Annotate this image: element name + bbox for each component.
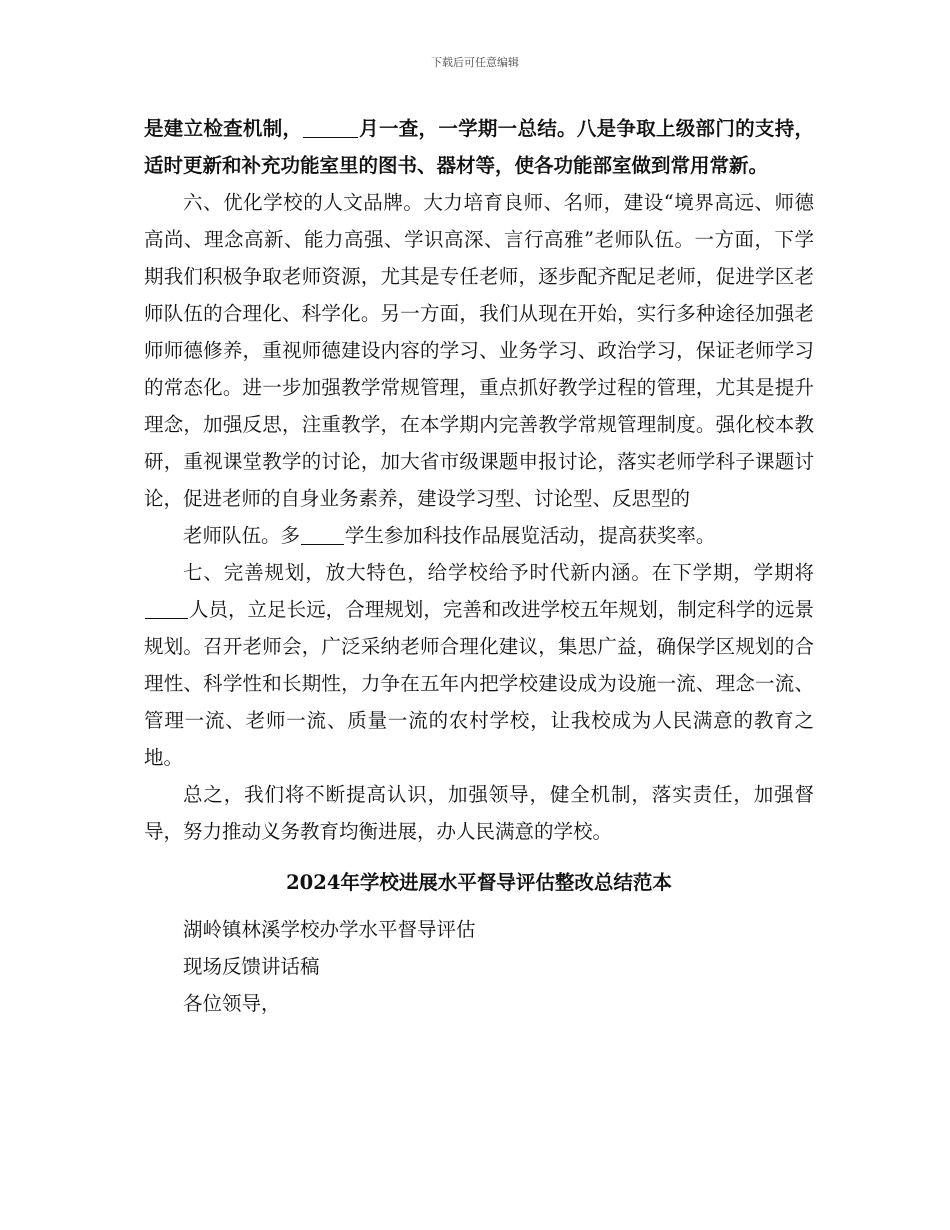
paragraph-4: [144, 554, 814, 776]
fill-in-blank: [301, 525, 344, 546]
paragraph-3: [144, 517, 814, 554]
section-title: 2024年学校进展水平督导评估整改总结范本: [286, 871, 672, 894]
line-3: 各位领导，: [183, 992, 281, 1015]
fill-in-blank: [303, 118, 358, 139]
paragraph-3-part-b: 学生参加科技作品展览活动，提高获奖率。: [344, 524, 716, 547]
paragraph-4-part-a: 七、完善规划，放大特色，给学校给予时代新内涵。在下学期，学期将: [183, 561, 814, 584]
paragraph-1-part-a: 是建立检查机制，: [144, 117, 303, 140]
paragraph-3-part-a: 老师队伍。多: [183, 524, 301, 547]
header-note: 下载后可任意编辑: [431, 56, 519, 69]
line-1: 湖岭镇林溪学校办学水平督导评估: [183, 918, 476, 941]
line-2: 现场反馈讲话稿: [183, 955, 320, 978]
fill-in-blank: [145, 599, 188, 620]
document-body: [144, 110, 814, 1022]
paragraph-1-part-b: 月一查，一学期一总结。八是争取上级部门的支持，适时更新和补充功能室里的图书、器材等，使各功能部室做到常用常新。: [144, 117, 814, 177]
paragraph-2: 六、优化学校的人文品牌。大力培育良师、名师，建设“境界高远、师德高尚、理念高新、能力高强、学识高深、言行高雅”老师队伍。一方面，下学期我们积极争取老师资源，尤其是专任老师，逐步配齐配足老师，促进学区老师队伍的合理化、科学化。另一方面，我们从现在开始，实行多种途径加强老师师德修养，重视师德建设内容的学习、业务学习、政治学习，保证老师学习的常态化。进一步加强教学常规管理，重点抓好教学过程的管理，尤其是提升理念，加强反思，注重教学，在本学期内完善教学常规管理制度。强化校本教研，重视课堂教学的讨论，加大省市级课题申报讨论，落实老师学科子课题讨论，促进老师的自身业务素养，建设学习型、讨论型、反思型的: [144, 191, 814, 510]
paragraph-4-part-b: 人员，立足长远，合理规划，完善和改进学校五年规划，制定科学的远景规划。召开老师会，广泛采纳老师合理化建议，集思广益，确保学区规划的合理性、科学性和长期性，力争在五年内把学校建设成为设施一流、理念一流、管理一流、老师一流、质量一流的农村学校，让我校成为人民满意的教育之地。: [144, 598, 814, 769]
paragraph-1: [144, 110, 814, 184]
paragraph-5: 总之，我们将不断提高认识，加强领导，健全机制，落实责任，加强督导，努力推动义务教育均衡进展，办人民满意的学校。: [144, 783, 814, 843]
